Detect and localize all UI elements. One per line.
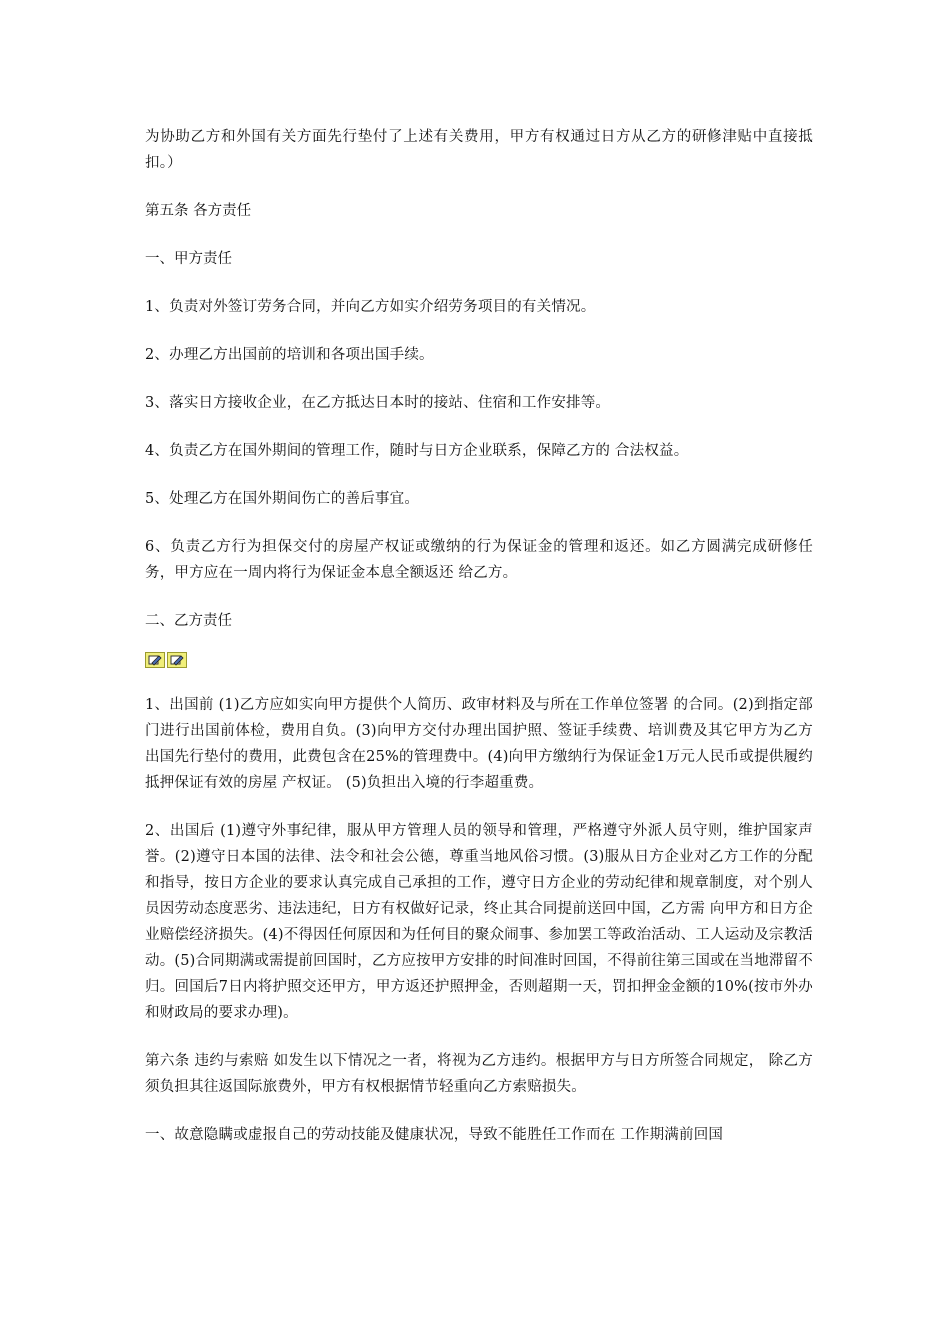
article-6-breach: 第六条 违约与索赔 如发生以下情况之一者，将视为乙方违约。根据甲方与日方所签合同规定， 除乙方须负担其往返国际旅费外，甲方有权根据情节轻重向乙方索赔损失。 <box>145 1053 813 1095</box>
edit-note-icon[interactable] <box>145 652 165 668</box>
edit-note-icon[interactable] <box>167 652 187 668</box>
party-a-item-2: 2、办理乙方出国前的培训和各项出国手续。 <box>145 347 434 363</box>
paragraph-fee-deduction: 为协助乙方和外国有关方面先行垫付了上述有关费用，甲方有权通过日方从乙方的研修津贴中直接抵扣。） <box>145 129 813 171</box>
breach-item-1: 一、故意隐瞒或虚报自己的劳动技能及健康状况，导致不能胜任工作而在 工作期满前回国 <box>145 1127 724 1143</box>
party-a-responsibility-heading: 一、甲方责任 <box>145 251 232 267</box>
party-a-item-5: 5、处理乙方在国外期间伤亡的善后事宜。 <box>145 491 420 507</box>
party-b-responsibility-heading: 二、乙方责任 <box>145 613 232 629</box>
edit-icons-row <box>145 652 813 670</box>
document-page <box>145 124 813 1170</box>
party-a-item-6: 6、负责乙方行为担保交付的房屋产权证或缴纳的行为保证金的管理和返还。如乙方圆满完成研修任务，甲方应在一周内将行为保证金本息全额返还 给乙方。 <box>145 539 813 581</box>
party-b-after-departure: 2、出国后 (1)遵守外事纪律，服从甲方管理人员的领导和管理，严格遵守外派人员守则，维护国家声誉。(2)遵守日本国的法律、法令和社会公德，尊重当地风俗习惯。(3)服从日方企业对乙方工作的分配和指导，按日方企业的要求认真完成自己承担的工作，遵守日方企业的劳动纪律和规章制度，对个别人员因劳动态度恶劣、违法违纪，日方有权做好记录，终止其合同提前送回中国，乙方需 向甲方和日方企业赔偿经济损失。(4)不得因任何原因和为任何目的聚众闹事、参加罢工等政治活动、工人运动及宗教活动。(5)合同期满或需提前回国时，乙方应按甲方安排的时间准时回国，不得前往第三国或在当地滞留不归。回国后7日内将护照交还甲方，甲方返还护照押金，否则超期一天，罚扣押金金额的10%(按市外办和财政局的要求办理)。 <box>145 823 813 1021</box>
party-a-item-1: 1、负责对外签订劳务合同，并向乙方如实介绍劳务项目的有关情况。 <box>145 299 596 315</box>
article-5-heading: 第五条 各方责任 <box>145 203 252 219</box>
party-b-before-departure: 1、出国前 (1)乙方应如实向甲方提供个人简历、政审材料及与所在工作单位签署 的合同。(2)到指定部门进行出国前体检，费用自负。(3)向甲方交付办理出国护照、签证手续费、培训费及其它甲方为乙方 出国先行垫付的费用，此费包含在25%的管理费中。(4)向甲方缴纳行为保证金1万元人民币或提供履约抵押保证有效的房屋 产权证。 (5)负担出入境的行李超重费。 <box>145 697 813 791</box>
party-a-item-4: 4、负责乙方在国外期间的管理工作，随时与日方企业联系，保障乙方的 合法权益。 <box>145 443 689 459</box>
party-a-item-3: 3、落实日方接收企业，在乙方抵达日本时的接站、住宿和工作安排等。 <box>145 395 611 411</box>
